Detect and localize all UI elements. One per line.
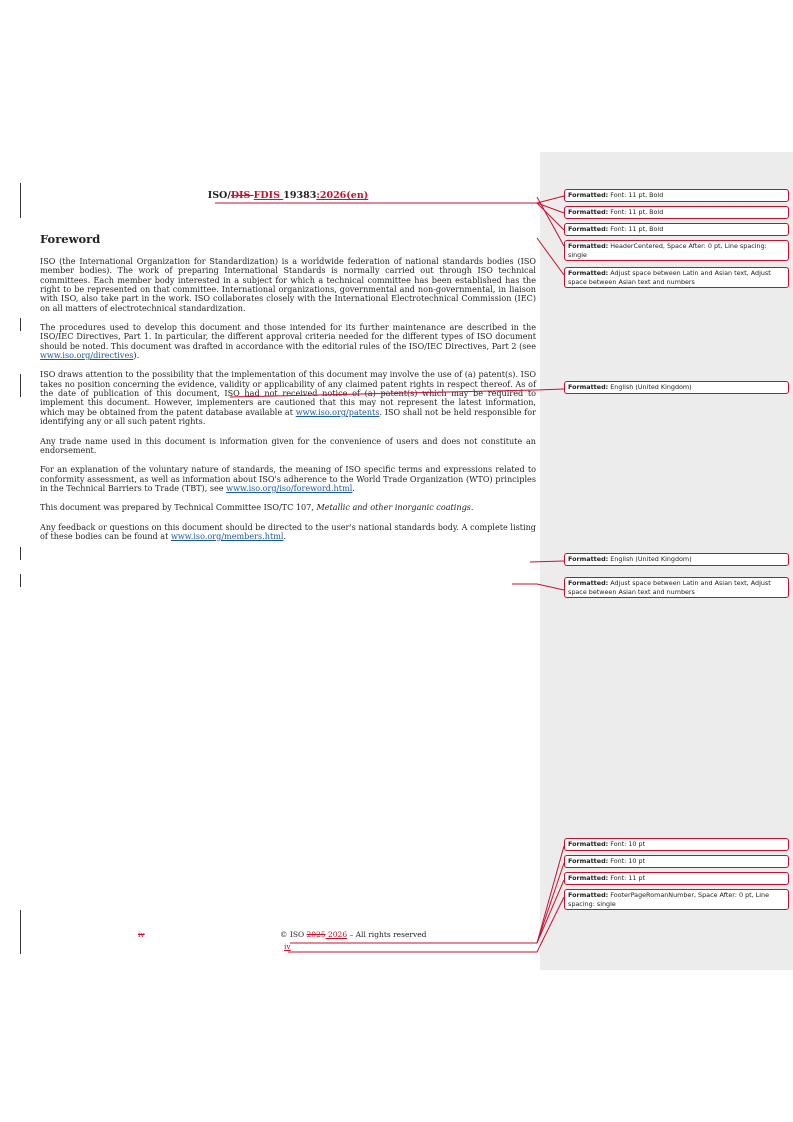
comment-label: Formatted: bbox=[568, 840, 609, 848]
comment-text: Adjust space between Latin and Asian text, Adjust space between Asian text and numbers bbox=[568, 269, 771, 286]
footer-page-number-inserted: iv bbox=[284, 942, 291, 951]
paragraph-text: ). bbox=[133, 350, 140, 361]
formatting-comment[interactable] bbox=[564, 206, 789, 219]
comment-label: Formatted: bbox=[568, 208, 609, 216]
paragraph-text: The procedures used to develop this document and those intended for its further maintenance are described in the ISO/IEC Directives, Part 1. In particular, the different approval criteria needed for the different types of ISO document should be noted. This document was drafted in accordance with the editorial rules of the ISO/IEC Directives, Part 2 (see bbox=[40, 322, 536, 351]
header-inserted-year: :2026(en) bbox=[316, 190, 369, 201]
paragraph-text: . bbox=[352, 482, 355, 493]
foreword-heading: Foreword bbox=[40, 232, 101, 246]
members-link[interactable]: www.iso.org/members.html bbox=[170, 530, 284, 541]
comment-label: Formatted: bbox=[568, 242, 609, 250]
comment-label: Formatted: bbox=[568, 891, 609, 899]
formatting-comment[interactable] bbox=[564, 267, 789, 288]
comment-text: English (United Kingdom) bbox=[610, 383, 692, 391]
comment-label: Formatted: bbox=[568, 383, 609, 391]
directives-link[interactable]: www.iso.org/directives bbox=[40, 350, 134, 361]
formatting-comment[interactable] bbox=[564, 838, 789, 851]
formatting-comment[interactable] bbox=[564, 577, 789, 598]
paragraph-text: This document was prepared by Technical Committee ISO/TC 107, bbox=[40, 502, 317, 513]
comment-label: Formatted: bbox=[568, 225, 609, 233]
header-iso: ISO/ bbox=[207, 190, 231, 201]
comment-label: Formatted: bbox=[568, 874, 609, 882]
formatting-comment[interactable] bbox=[564, 553, 789, 566]
formatting-comment[interactable] bbox=[564, 855, 789, 868]
formatting-comment[interactable] bbox=[564, 223, 789, 236]
copyright-prefix: © ISO bbox=[280, 930, 307, 939]
comment-text: Font: 11 pt, Bold bbox=[610, 208, 664, 216]
comment-text: Font: 10 pt bbox=[610, 857, 646, 865]
paragraph-iso-intro: ISO (the International Organization for Standardization) is a worldwide federation of national standards bodies (ISO member bodies). The work of preparing International Standards is normally carried out through ISO technical committees. Each member body interested in a subject for which a technical committee has been established has the right to be represented on that committee. International organizations, governmental and non-governmental, in liaison with ISO, also take part in the work. ISO collaborates closely with the International Electrotechnical Commission (IEC) on all matters of electrotechnical standardization. bbox=[40, 256, 536, 313]
comment-text: FooterPageRomanNumber, Space After: 0 pt, Line spacing: single bbox=[568, 891, 770, 908]
comment-text: Font: 11 pt bbox=[610, 874, 646, 882]
foreword-link[interactable]: www.iso.org/iso/foreword.html bbox=[226, 482, 353, 493]
paragraph-text: For an explanation of the voluntary nature of standards, the meaning of ISO specific terms and expressions related to conformity assessment, as well as information about ISO's adherence to the World Trade Organization (WTO) principles in the Technical Barriers to Trade (TBT), see bbox=[40, 464, 536, 493]
comment-text: Adjust space between Latin and Asian text, Adjust space between Asian text and numbers bbox=[568, 579, 771, 596]
comment-label: Formatted: bbox=[568, 191, 609, 199]
comment-text: English (United Kingdom) bbox=[610, 555, 692, 563]
copyright-year-inserted: 2026 bbox=[325, 930, 348, 939]
comment-text: Font: 11 pt, Bold bbox=[610, 191, 664, 199]
paragraph-text: . bbox=[283, 530, 287, 541]
paragraph-text: . bbox=[470, 502, 474, 513]
comment-text: HeaderCentered, Space After: 0 pt, Line spacing: single bbox=[568, 242, 767, 259]
formatting-comment[interactable] bbox=[564, 889, 789, 910]
comment-text: Font: 11 pt, Bold bbox=[610, 225, 664, 233]
paragraph-text: . ISO shall not be held responsible for identifying any or all such patent rights. bbox=[40, 406, 536, 427]
comment-label: Formatted: bbox=[568, 555, 609, 563]
copyright-suffix: – All rights reserved bbox=[347, 930, 427, 939]
header-deleted-text: DIS bbox=[230, 190, 254, 201]
formatting-comment[interactable] bbox=[564, 381, 789, 394]
formatting-comment[interactable] bbox=[564, 240, 789, 261]
paragraph-text: Any feedback or questions on this document should be directed to the user's national standards body. A complete listing of these bodies can be found at bbox=[40, 521, 536, 541]
paragraph-trade-name: Any trade name used in this document is information given for the convenience of users and does not constitute an endorsement. bbox=[40, 435, 536, 455]
copyright-year-deleted: 2025 bbox=[306, 930, 326, 939]
comment-label: Formatted: bbox=[568, 857, 609, 865]
comment-text: Font: 10 pt bbox=[610, 840, 646, 848]
patents-link[interactable]: www.iso.org/patents bbox=[295, 406, 380, 417]
header-inserted-text: FDIS bbox=[253, 190, 284, 201]
header-number: 19383 bbox=[283, 190, 317, 201]
footer-page-number-deleted: iv bbox=[138, 930, 145, 939]
committee-title: Metallic and other inorganic coatings bbox=[316, 502, 471, 513]
formatting-comment[interactable] bbox=[564, 872, 789, 885]
paragraph-text: ISO draws attention to the possibility that the implementation of this document may involve the use of (a) patent(s). ISO takes no position concerning the evidence, validity or applicability of any claimed patent rights in respect thereof. As of the date of publication of this document, ISO had not received notice of (a) patent(s) which may be required to implement this document. However, implementers are cautioned that this may not represent the latest information, which may be obtained from the patent database available at bbox=[40, 369, 536, 417]
formatting-comment[interactable] bbox=[564, 189, 789, 202]
comment-label: Formatted: bbox=[568, 579, 609, 587]
comment-label: Formatted: bbox=[568, 269, 609, 277]
